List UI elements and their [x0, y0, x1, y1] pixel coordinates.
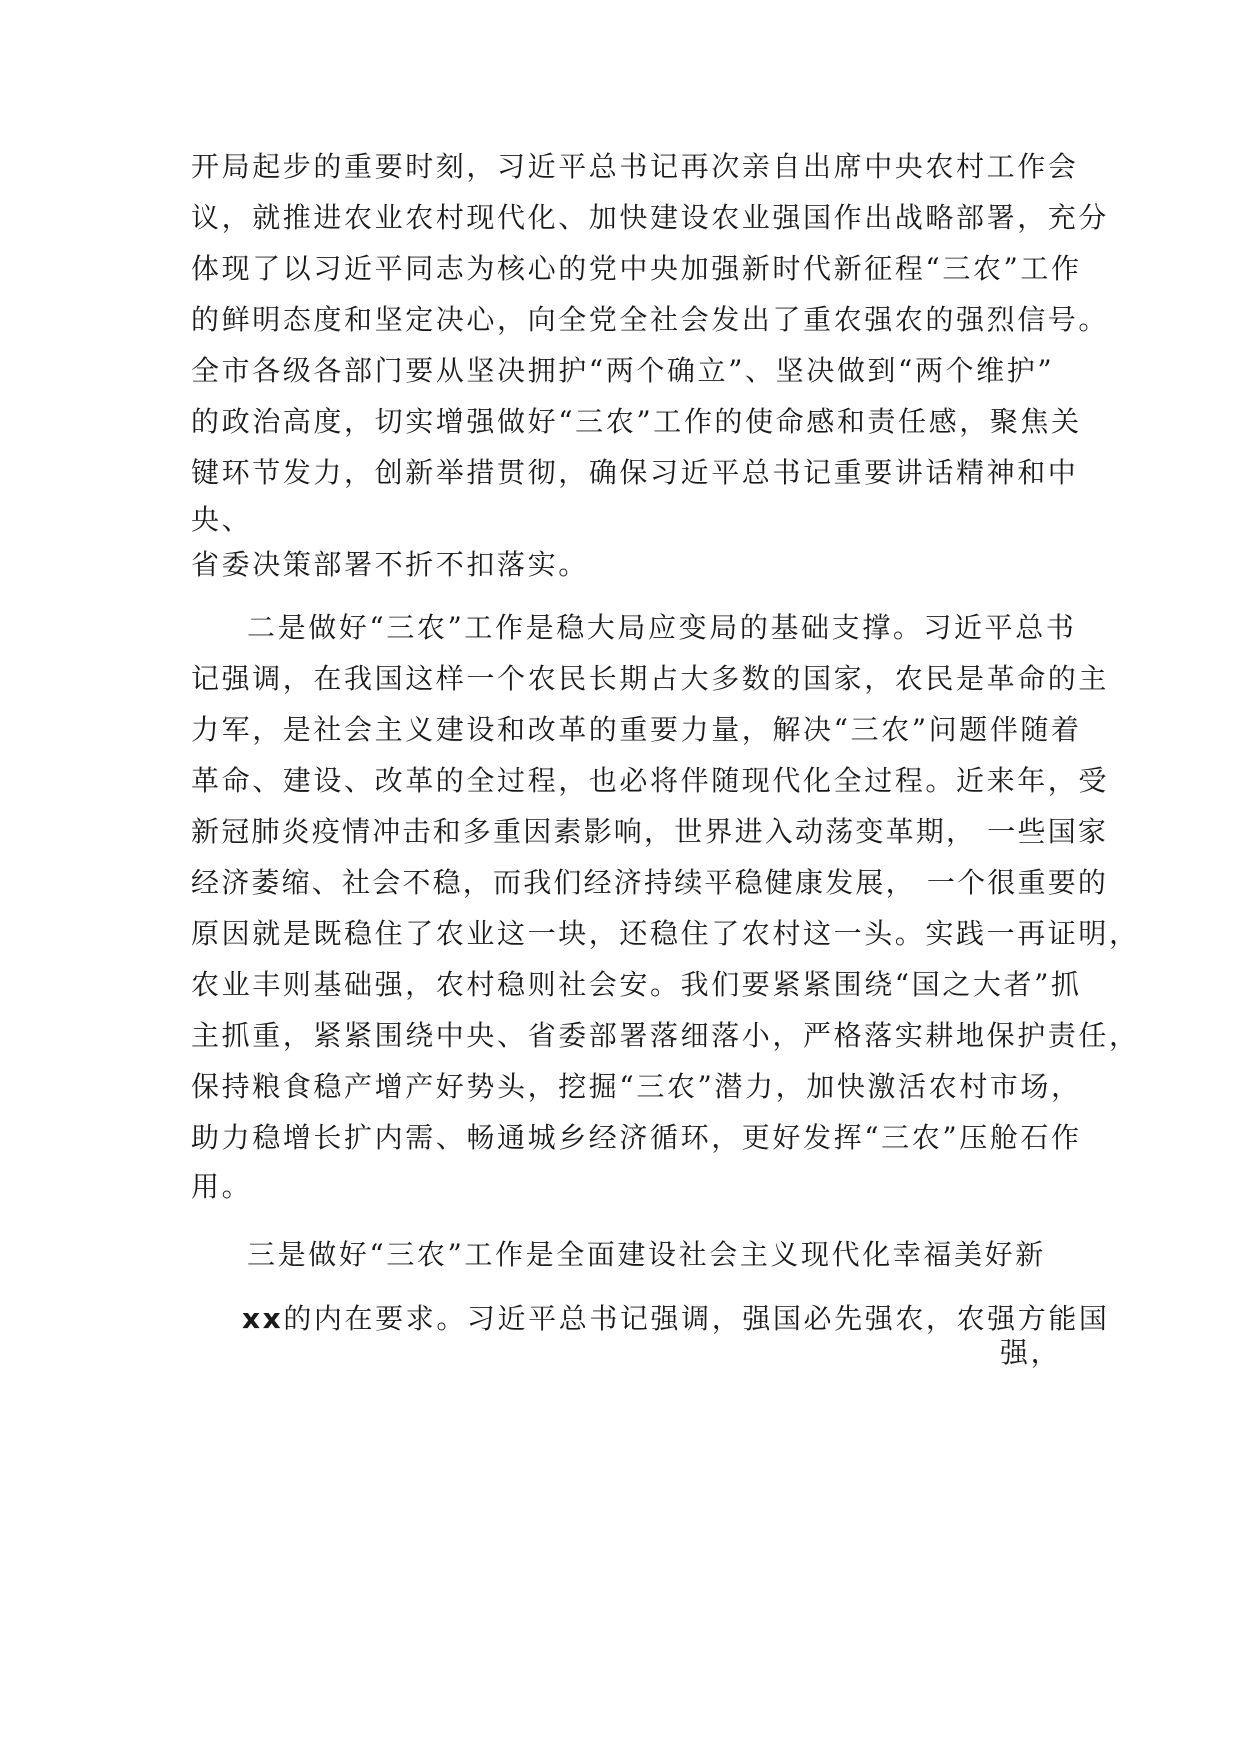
paragraph-2-line-7: 原因就是既稳住了农业这一块，还稳住了农村这一头。实践一再证明，	[191, 917, 1140, 950]
paragraph-2-line-3: 力军，是社会主义建设和改革的重要力量，解决“三农”问题伴随着	[191, 713, 1082, 746]
paragraph-1-line-3: 体现了以习近平同志为核心的党中央加强新时代新征程“三农”工作	[191, 252, 1082, 285]
paragraph-2-line-8: 农业丰则基础强，农村稳则社会安。我们要紧紧围绕“国之大者”抓	[191, 968, 1082, 1001]
paragraph-2-line-1: 二是做好“三农”工作是稳大局应变局的基础支撑。习近平总书	[247, 611, 1077, 644]
placeholder-xx: xx	[242, 1302, 284, 1335]
paragraph-1-line-7: 键环节发力，创新举措贯彻，确保习近平总书记重要讲话精神和中	[191, 456, 1079, 489]
paragraph-2-line-11: 助力稳增长扩内需、畅通城乡经济循环，更好发挥“三农”压舱石作	[191, 1121, 1082, 1154]
paragraph-2-line-4: 革命、建设、改革的全过程，也必将伴随现代化全过程。近来年，受	[191, 764, 1110, 797]
paragraph-2-line-2: 记强调，在我国这样一个农民长期占大多数的国家，农民是革命的主	[191, 662, 1110, 695]
paragraph-1-line-5: 全市各级各部门要从坚决拥护“两个确立”、坚决做到“两个维护”	[191, 354, 1055, 387]
paragraph-2-line-9: 主抓重，紧紧围绕中央、省委部署落细落小，严格落实耕地保护责任，	[191, 1019, 1140, 1052]
paragraph-1-line-4: 的鲜明态度和坚定决心，向全党全社会发出了重农强农的强烈信号。	[191, 303, 1110, 336]
paragraph-3-line-3: 强，	[1000, 1336, 1062, 1369]
paragraph-2-line-12: 用。	[191, 1170, 253, 1203]
paragraph-3-line-2	[242, 1299, 1110, 1339]
paragraph-1-line-8: 央、	[191, 503, 253, 536]
paragraph-2-line-5: 新冠肺炎疫情冲击和多重因素影响，世界进入动荡变革期， 一些国家	[191, 815, 1109, 848]
paragraph-1-line-1: 开局起步的重要时刻，习近平总书记再次亲自出席中央农村工作会	[191, 150, 1079, 183]
paragraph-1-line-9: 省委决策部署不折不扣落实。	[191, 548, 589, 581]
paragraph-2-line-10: 保持粮食稳产增产好势头，挖掘“三农”潜力，加快激活农村市场，	[191, 1070, 1082, 1103]
paragraph-2-line-6: 经济萎缩、社会不稳，而我们经济持续平稳健康发展， 一个很重要的	[191, 866, 1109, 899]
paragraph-1-line-2: 议，就推进农业农村现代化、加快建设农业强国作出战略部署，充分	[191, 201, 1110, 234]
paragraph-3-line-1: 三是做好“三农”工作是全面建设社会主义现代化幸福美好新	[247, 1238, 1046, 1271]
paragraph-3-line-2-text: 的内在要求。习近平总书记强调，强国必先强农，农强方能国	[283, 1302, 1110, 1335]
paragraph-1-line-6: 的政治高度，切实增强做好“三农”工作的使命感和责任感，聚焦关	[191, 405, 1082, 438]
